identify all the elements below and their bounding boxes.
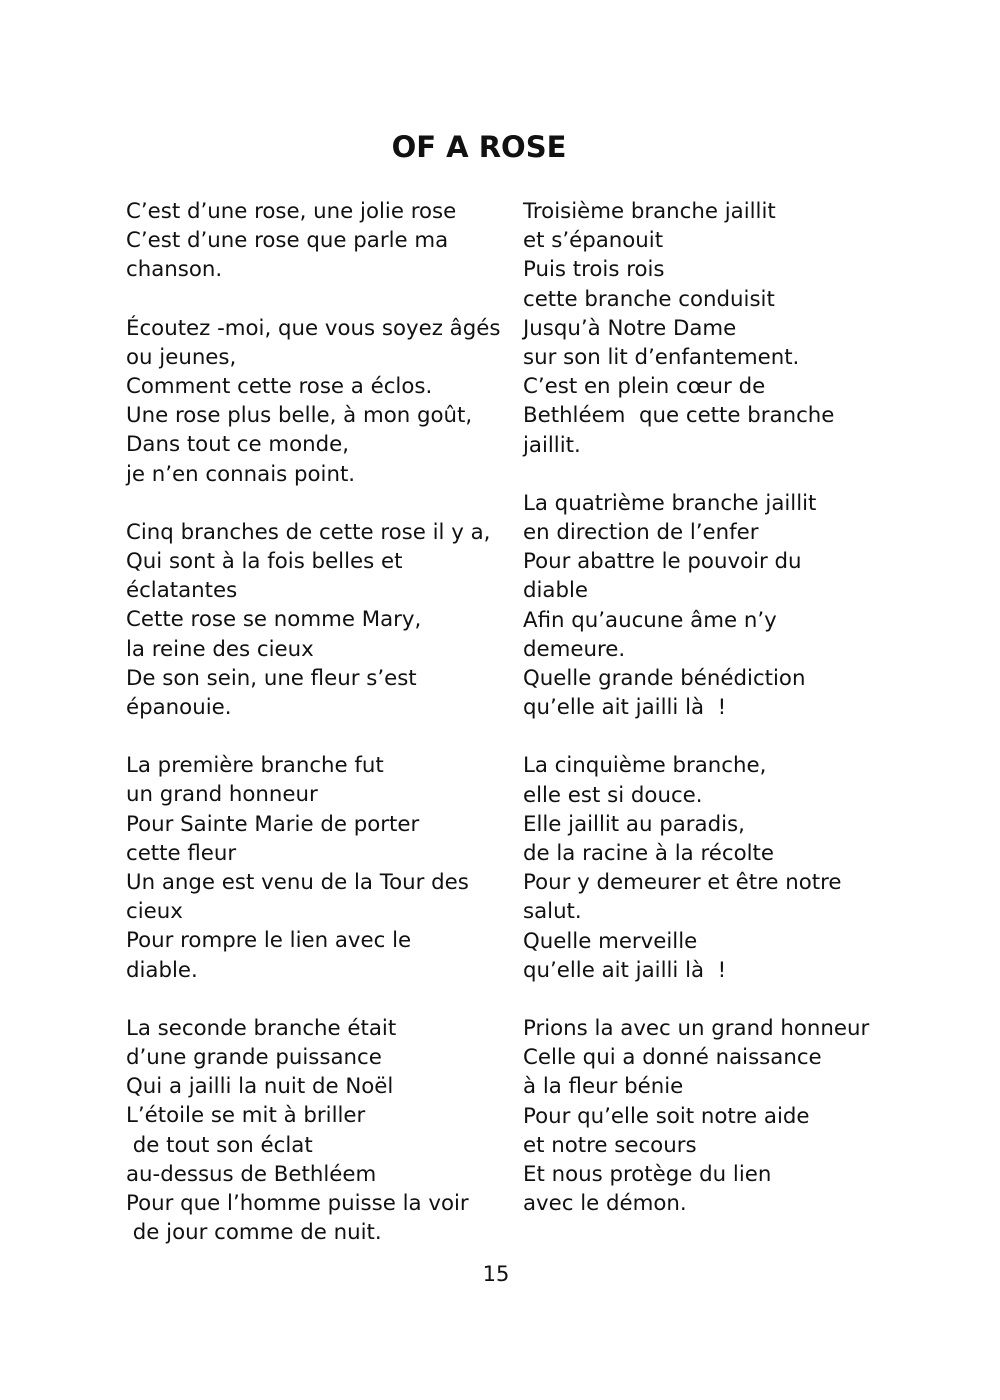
verse-line: Pour y demeurer et être notre	[523, 870, 842, 896]
verse-line: diable.	[126, 957, 198, 983]
verse-line: chanson.	[126, 257, 223, 283]
verse-line: C’est d’une rose, une jolie rose	[126, 199, 457, 224]
stanza	[126, 1014, 506, 1248]
verse-line: Comment cette rose a éclos.	[126, 374, 433, 400]
verse-line: elle est si douce.	[523, 782, 703, 808]
verse-line: Elle jaillit au paradis,	[523, 811, 745, 837]
verse-line: à la fleur bénie	[523, 1074, 684, 1100]
verse-line: cette branche conduisit	[523, 286, 775, 312]
verse-line: Une rose plus belle, à mon goût,	[126, 403, 473, 429]
verse-line: Qui sont à la fois belles et	[126, 549, 403, 575]
verse-line: de jour comme de nuit.	[126, 1220, 382, 1246]
verse-line: Pour qu’elle soit notre aide	[523, 1103, 810, 1129]
stanza	[523, 197, 873, 460]
verse-line: en direction de l’enfer	[523, 520, 759, 546]
verse-line: Troisième branche jaillit	[523, 199, 776, 224]
verse-line: un grand honneur	[126, 782, 318, 808]
verse-line: Puis trois rois	[523, 257, 665, 283]
stanza	[126, 197, 506, 285]
stanza	[523, 489, 873, 723]
stanza	[126, 314, 506, 489]
verse-line: jaillit.	[523, 432, 581, 458]
stanza	[126, 518, 506, 722]
verse-line: La première branche fut	[126, 753, 384, 779]
verse-line: La quatrième branche jaillit	[523, 490, 817, 516]
verse-line: au-dessus de Bethléem	[126, 1161, 377, 1187]
verse-line: qu’elle ait jailli là !	[523, 695, 727, 721]
verse-line: De son sein, une fleur s’est	[126, 665, 417, 691]
page-title: OF A ROSE	[391, 130, 567, 164]
verse-line: je n’en connais point.	[126, 461, 356, 487]
verse-line: Écoutez -moi, que vous soyez âgés	[126, 315, 501, 341]
verse-line: sur son lit d’enfantement.	[523, 345, 800, 371]
verse-line: cieux	[126, 899, 183, 925]
left-column	[126, 197, 506, 1277]
verse-line: avec le démon.	[523, 1191, 687, 1217]
verse-line: Quelle merveille	[523, 928, 698, 954]
verse-line: L’étoile se mit à briller	[126, 1103, 366, 1129]
stanza	[523, 1014, 873, 1218]
verse-line: Dans tout ce monde,	[126, 432, 350, 458]
verse-line: de tout son éclat	[126, 1132, 313, 1158]
verse-line: épanouie.	[126, 695, 232, 721]
verse-line: Pour Sainte Marie de porter	[126, 811, 420, 837]
verse-line: C’est en plein cœur de	[523, 374, 766, 400]
verse-line: d’une grande puissance	[126, 1045, 382, 1071]
verse-line: ou jeunes,	[126, 344, 237, 370]
verse-line: et s’épanouit	[523, 228, 664, 254]
verse-line: C’est d’une rose que parle ma	[126, 228, 449, 254]
verse-line: Cette rose se nomme Mary,	[126, 607, 422, 633]
verse-line: demeure.	[523, 636, 626, 662]
verse-line: Celle qui a donné naissance	[523, 1045, 822, 1071]
verse-line: Jusqu’à Notre Dame	[523, 315, 737, 341]
verse-line: Bethléem que cette branche	[523, 403, 835, 429]
verse-line: Pour rompre le lien avec le	[126, 928, 412, 954]
verse-line: Un ange est venu de la Tour des	[126, 870, 469, 896]
verse-line: La seconde branche était	[126, 1015, 397, 1041]
verse-line: et notre secours	[523, 1132, 697, 1158]
verse-line: Quelle grande bénédiction	[523, 666, 806, 692]
page-number: 15	[482, 1262, 510, 1286]
stanza	[523, 751, 873, 985]
verse-line: cette fleur	[126, 840, 237, 866]
verse-line: de la racine à la récolte	[523, 841, 774, 867]
verse-line: Pour abattre le pouvoir du	[523, 549, 802, 575]
verse-line: salut.	[523, 899, 582, 925]
verse-line: qu’elle ait jailli là !	[523, 957, 727, 983]
verse-line: Et nous protège du lien	[523, 1162, 772, 1188]
right-column	[523, 197, 873, 1248]
stanza	[126, 751, 506, 985]
verse-line: Prions la avec un grand honneur	[523, 1016, 870, 1042]
verse-line: Cinq branches de cette rose il y a,	[126, 519, 491, 545]
verse-line: Afin qu’aucune âme n’y	[523, 607, 777, 633]
verse-line: La cinquième branche,	[523, 753, 767, 779]
verse-line: la reine des cieux	[126, 636, 314, 662]
verse-line: Qui a jailli la nuit de Noël	[126, 1074, 394, 1100]
verse-line: Pour que l’homme puisse la voir	[126, 1191, 469, 1217]
verse-line: éclatantes	[126, 578, 238, 604]
verse-line: diable	[523, 578, 589, 604]
